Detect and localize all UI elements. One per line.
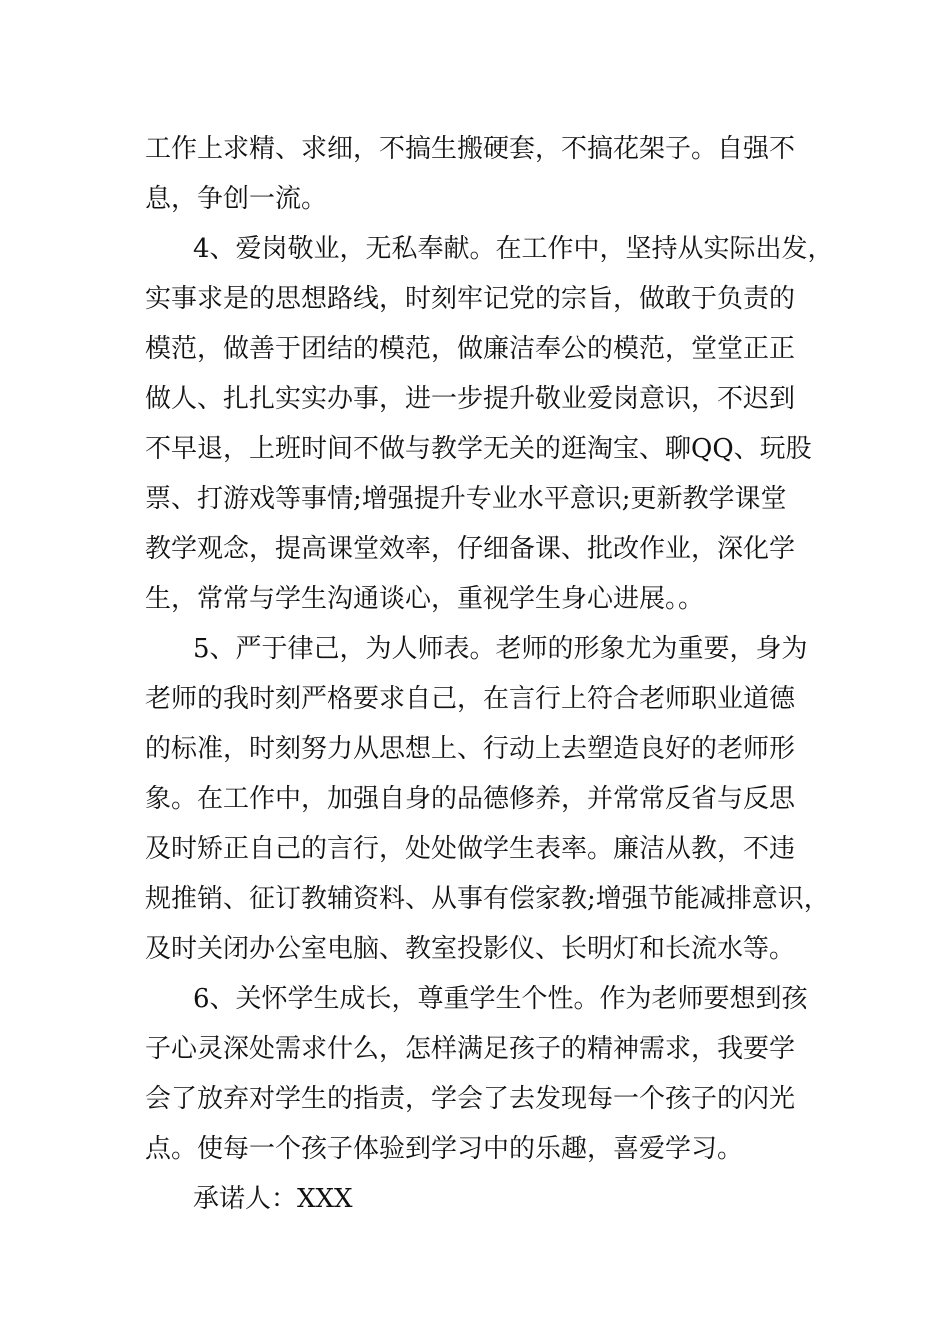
text-line: 及时矫正自己的言行，处处做学生表率。廉洁从教，不违: [145, 834, 796, 864]
text-line: 象。在工作中，加强自身的品德修养，并常常反省与反思: [145, 784, 796, 814]
text-line: 规推销、征订教辅资料、从事有偿家教;增强节能减排意识，: [145, 884, 830, 914]
text-line: 不早退，上班时间不做与教学无关的逛淘宝、聊QQ、玩股: [145, 434, 812, 464]
text-line: 生，常常与学生沟通谈心，重视学生身心进展。。: [145, 584, 705, 614]
paragraph-5-start: 5、严于律己，为人师表。老师的形象尤为重要，身为: [193, 634, 808, 664]
text-line: 及时关闭办公室电脑、教室投影仪、长明灯和长流水等。: [145, 934, 796, 964]
text-line: 做人、扎扎实实办事，进一步提升敬业爱岗意识，不迟到: [145, 384, 796, 414]
text-line: 教学观念，提高课堂效率，仔细备课、批改作业，深化学: [145, 534, 796, 564]
text-line: 票、打游戏等事情;增强提升专业水平意识;更新教学课堂: [145, 484, 787, 514]
text-line: 息，争创一流。: [145, 184, 328, 214]
text-line: 实事求是的思想路线，时刻牢记党的宗旨，做敢于负责的: [145, 284, 796, 314]
text-line: 工作上求精、求细，不搞生搬硬套，不搞花架子。自强不: [145, 134, 796, 164]
text-line: 会了放弃对学生的指责，学会了去发现每一个孩子的闪光: [145, 1084, 796, 1114]
paragraph-4-start: 4、爱岗敬业，无私奉献。在工作中，坚持从实际出发，: [193, 234, 834, 264]
signature-line: 承诺人：XXX: [193, 1184, 353, 1214]
text-line: 的标准，时刻努力从思想上、行动上去塑造良好的老师形: [145, 734, 796, 764]
paragraph-6-start: 6、关怀学生成长，尊重学生个性。作为老师要想到孩: [193, 984, 808, 1014]
text-line: 模范，做善于团结的模范，做廉洁奉公的模范，堂堂正正: [145, 334, 796, 364]
text-line: 子心灵深处需求什么，怎样满足孩子的精神需求，我要学: [145, 1034, 796, 1064]
text-line: 老师的我时刻严格要求自己，在言行上符合老师职业道德: [145, 684, 796, 714]
text-line: 点。使每一个孩子体验到学习中的乐趣，喜爱学习。: [145, 1134, 744, 1164]
